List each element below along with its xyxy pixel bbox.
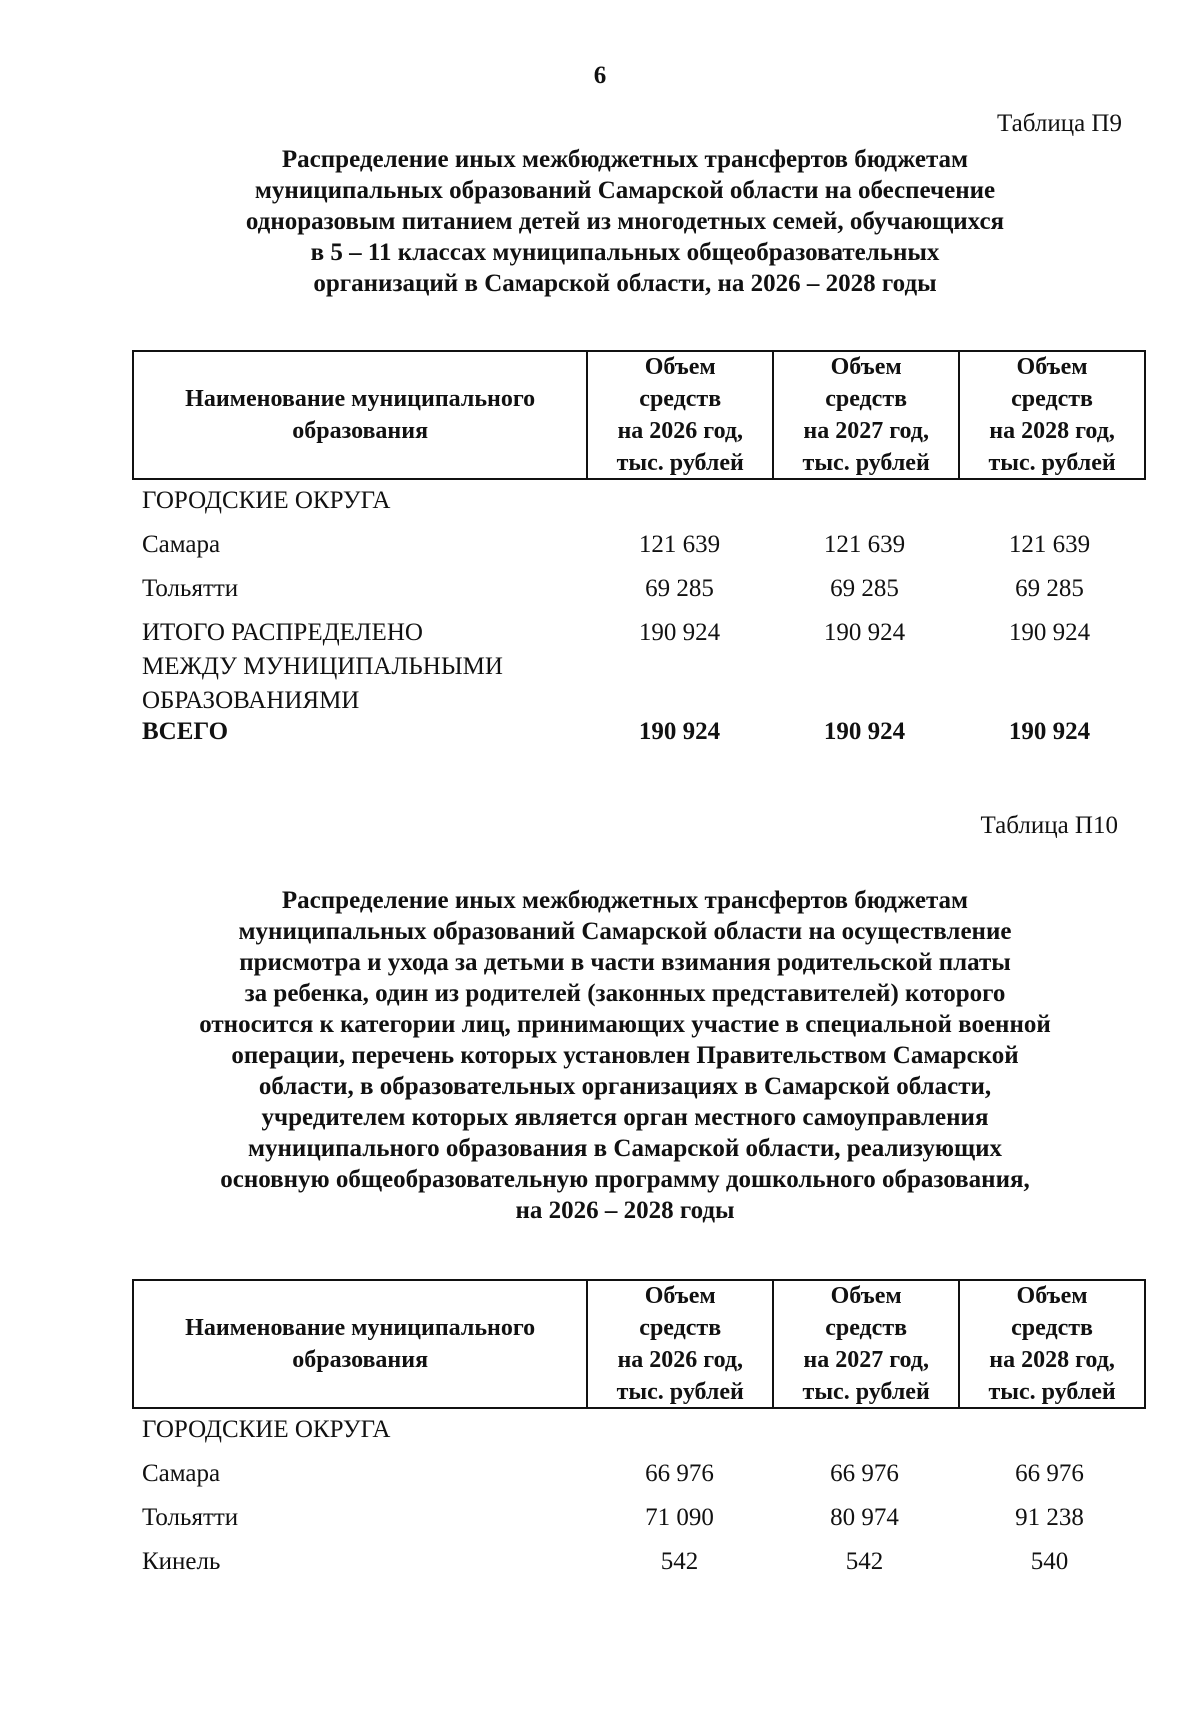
title-line: в 5 – 11 классах муниципальных общеобразовательных [310,239,940,266]
row-value-2026: 66 976 [645,1460,714,1487]
subtotal-value-2027: 190 924 [823,619,906,646]
table-title-p10 [100,885,1150,1226]
header-line: тыс. рублей [802,450,930,476]
row-value-2027: 80 974 [830,1504,899,1531]
title-line: Распределение иных межбюджетных трансфертов бюджетам [281,887,969,914]
row-value-2028: 91 238 [1015,1504,1084,1531]
title-line: за ребенка, один из родителей (законных представителей) которого [244,980,1006,1007]
title-line: области, в образовательных организациях в Самарской области, [258,1073,992,1100]
title-line: учредителем которых является орган местного самоуправления [261,1104,989,1131]
subtotal-name-line: МЕЖДУ МУНИЦИПАЛЬНЫМИ [142,653,503,680]
table-row [132,1545,1146,1579]
header-name-line: образования [292,418,429,444]
title-line: одноразовым питанием детей из многодетных семей, обучающихся [245,208,1005,235]
table-row [132,572,1146,606]
table-header [132,1279,1146,1409]
total-value-2028: 190 924 [1008,718,1091,745]
data-table-p9 [132,350,1146,749]
header-line: средств [825,386,908,412]
header-line: Объем [830,1283,902,1309]
row-value-2027: 69 285 [830,575,899,602]
header-line: тыс. рублей [802,1379,930,1405]
table-row [132,1501,1146,1535]
row-value-2028: 69 285 [1015,575,1084,602]
row-value-2028: 121 639 [1008,531,1091,558]
row-value-2027: 121 639 [823,531,906,558]
table-label-p10: Таблица П10 [980,812,1118,839]
title-line: основную общеобразовательную программу дошкольного образования, [220,1166,1030,1193]
header-2026 [588,352,774,478]
header-2027 [774,352,960,478]
row-value-2026: 69 285 [645,575,714,602]
header-line: на 2028 год, [989,418,1115,444]
section-heading: ГОРОДСКИЕ ОКРУГА [142,487,391,514]
table-label-p9: Таблица П9 [997,110,1122,137]
header-name [134,1281,588,1407]
header-line: Объем [644,1283,716,1309]
subtotal-name [132,616,587,718]
header-line: средств [825,1315,908,1341]
total-row [132,715,1146,749]
title-line: муниципальных образований Самарской области на осуществление [238,918,1012,945]
table-row [132,1457,1146,1491]
page-number: 6 [593,62,607,89]
header-name-line: образования [292,1347,429,1373]
header-line: на 2027 год, [803,1347,929,1373]
total-value-2026: 190 924 [638,718,721,745]
header-line: средств [639,386,722,412]
title-line: операции, перечень которых установлен Правительством Самарской [231,1042,1019,1069]
subtotal-value-2028: 190 924 [1008,619,1091,646]
header-line: средств [1011,1315,1093,1341]
header-2027 [774,1281,960,1407]
row-name: Кинель [142,1548,221,1575]
title-line: организаций в Самарской области, на 2026 – 2028 годы [313,270,937,297]
header-line: средств [1011,386,1093,412]
title-line: муниципальных образований Самарской области на обеспечение [254,177,996,204]
title-line: присмотра и ухода за детьми в части взимания родительской платы [239,949,1011,976]
header-line: тыс. рублей [988,450,1116,476]
section-heading: ГОРОДСКИЕ ОКРУГА [142,1416,391,1443]
row-value-2028: 66 976 [1015,1460,1084,1487]
header-line: тыс. рублей [616,450,744,476]
header-name-line: Наименование муниципального [185,1315,536,1341]
title-line: муниципального образования в Самарской области, реализующих [247,1135,1003,1162]
header-name [134,352,588,478]
row-value-2026: 71 090 [645,1504,714,1531]
subtotal-value-2026: 190 924 [638,619,721,646]
header-line: на 2027 год, [803,418,929,444]
header-name-line: Наименование муниципального [185,386,536,412]
header-line: Объем [644,354,716,380]
subtotal-name-line: ИТОГО РАСПРЕДЕЛЕНО [142,619,423,646]
table-header [132,350,1146,480]
header-2028 [960,352,1144,478]
row-value-2028: 540 [1030,1548,1069,1575]
header-line: Объем [830,354,902,380]
total-name: ВСЕГО [142,718,229,745]
table-title-p9 [100,144,1150,299]
row-value-2027: 66 976 [830,1460,899,1487]
row-value-2026: 121 639 [638,531,721,558]
title-line: на 2026 – 2028 годы [515,1197,735,1224]
header-2026 [588,1281,774,1407]
row-name: Тольятти [142,575,239,602]
data-table-p10 [132,1279,1146,1579]
header-line: Объем [1016,354,1088,380]
total-value-2027: 190 924 [823,718,906,745]
header-line: тыс. рублей [988,1379,1116,1405]
row-name: Самара [142,531,221,558]
title-line: Распределение иных межбюджетных трансфертов бюджетам [281,146,969,173]
header-2028 [960,1281,1144,1407]
row-name: Тольятти [142,1504,239,1531]
row-name: Самара [142,1460,221,1487]
row-value-2026: 542 [660,1548,699,1575]
header-line: тыс. рублей [616,1379,744,1405]
subtotal-row [132,616,1146,718]
table-row [132,528,1146,562]
header-line: на 2026 год, [617,418,744,444]
title-line: относится к категории лиц, принимающих участие в специальной военной [199,1011,1051,1038]
header-line: на 2026 год, [617,1347,744,1373]
subtotal-name-line: ОБРАЗОВАНИЯМИ [142,687,360,714]
header-line: на 2028 год, [989,1347,1115,1373]
header-line: Объем [1016,1283,1088,1309]
header-line: средств [639,1315,722,1341]
row-value-2027: 542 [845,1548,884,1575]
